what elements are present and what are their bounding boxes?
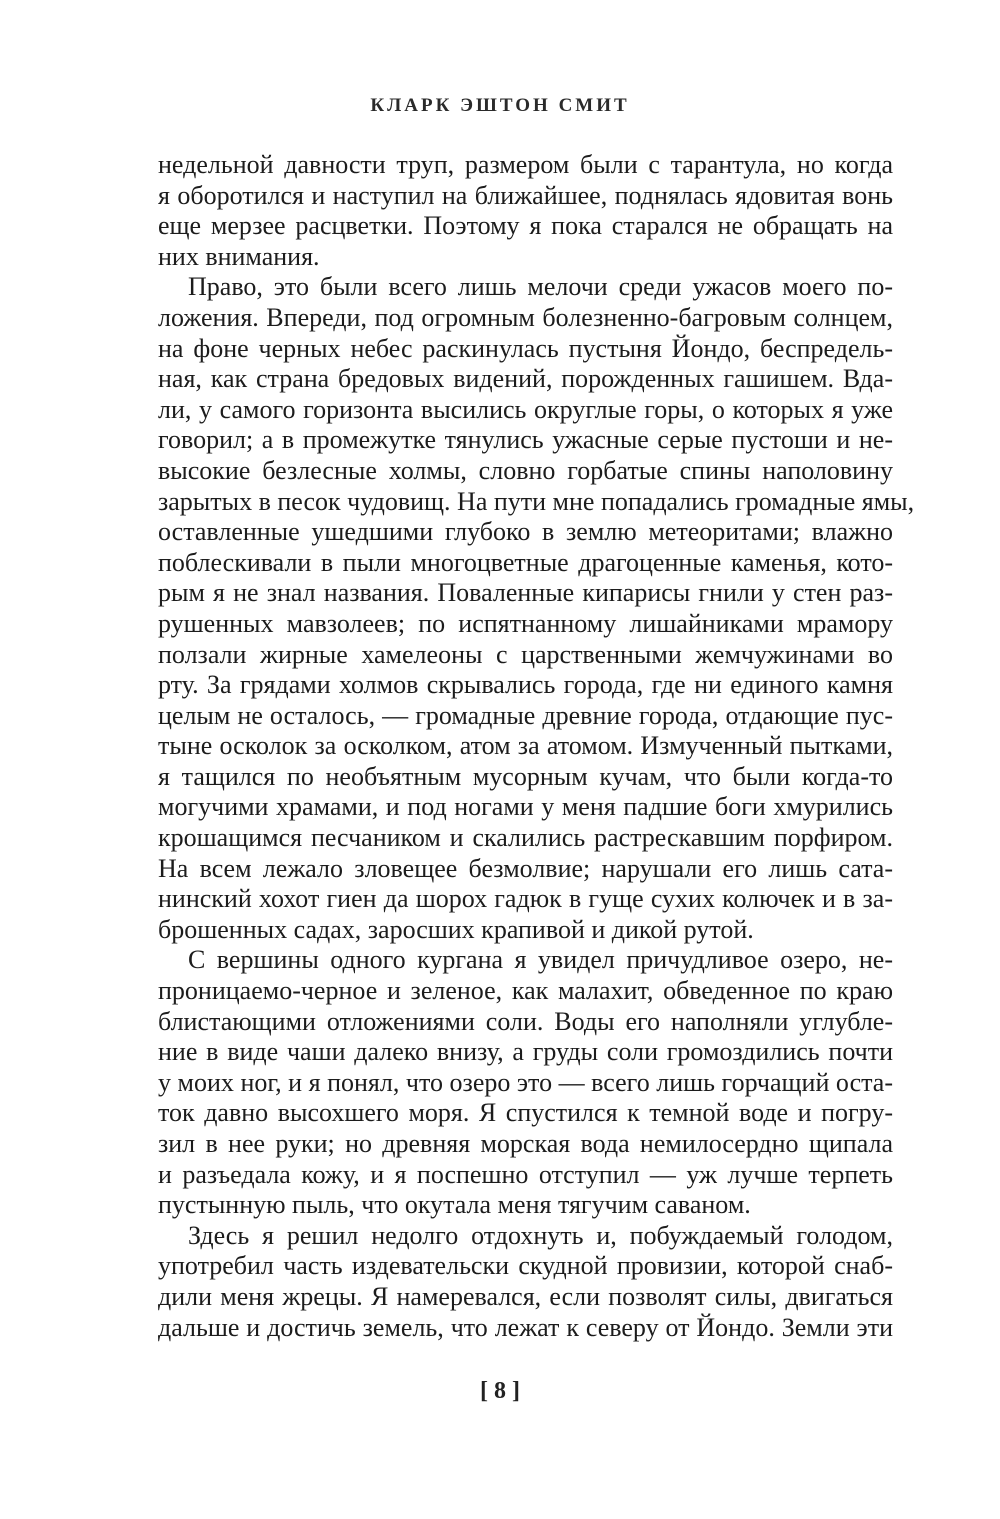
- text-line: ная, как страна бредовых видений, порожденных гашишем. Вда-: [158, 364, 893, 394]
- text-line: проницаемо-черное и зеленое, как малахит, обведенное по краю: [158, 976, 893, 1006]
- text-line: и разъедала кожу, и я поспешно отступил — уж лучше терпеть: [158, 1159, 893, 1189]
- text-line: На всем лежало зловещее безмолвие; нарушали его лишь сата-: [158, 853, 893, 883]
- text-line: ложения. Впереди, под огромным болезненно-багровым солнцем,: [158, 302, 893, 332]
- text-line: говорил; а в промежутке тянулись ужасные серые пустоши и не-: [158, 425, 893, 455]
- text-line: рту. За грядами холмов скрывались города, где ни единого камня: [158, 670, 893, 700]
- text-line: поблескивали в пыли многоцветные драгоценные каменья, кото-: [158, 547, 893, 577]
- text-line: употребил часть издевательски скудной провизии, которой снаб-: [158, 1251, 893, 1281]
- text-line: ли, у самого горизонта высились округлые горы, о которых я уже: [158, 394, 893, 424]
- text-line: целым не осталось, — громадные древние города, отдающие пус-: [158, 700, 893, 730]
- paragraph: [158, 945, 893, 1220]
- text-line: нинский хохот гиен да шорох гадюк в гуще сухих колючек и в за-: [158, 884, 893, 914]
- paragraph: [158, 1221, 893, 1343]
- text-line: ползали жирные хамелеоны с царственными жемчужинами во: [158, 639, 893, 669]
- text-line: Здесь я решил недолго отдохнуть и, побуждаемый голодом,: [188, 1220, 893, 1250]
- text-line: у моих ног, и я понял, что озеро это — всего лишь горчащий оста-: [158, 1067, 893, 1097]
- text-line: недельной давности труп, размером были с тарантула, но когда: [158, 150, 893, 179]
- text-line: оставленные ушедшими глубоко в землю метеоритами; влажно: [158, 517, 893, 547]
- text-line: зил в нее руки; но древняя морская вода немилосердно щипала: [158, 1129, 893, 1158]
- text-line: зарытых в песок чудовищ. На пути мне попадались громадные ямы,: [158, 486, 915, 516]
- text-line: пустынную пыль, что окутала меня тягучим саваном.: [158, 1190, 751, 1220]
- text-line: ток давно высохшего моря. Я спустился к темной воде и погру-: [158, 1098, 893, 1128]
- text-line: крошащимся песчаником и скалились растрескавшим порфиром.: [158, 823, 893, 853]
- text-line: них внимания.: [158, 241, 320, 271]
- text-line: я тащился по необъятным мусорным кучам, что были когда-то: [158, 761, 893, 791]
- body-text: [158, 150, 915, 1343]
- text-line: С вершины одного кургана я увидел причудливое озеро, не-: [188, 945, 893, 975]
- text-line: на фоне черных небес раскинулась пустыня Йондо, беспредель-: [158, 333, 893, 363]
- text-line: еще мерзее расцветки. Поэтому я пока старался не обращать на: [158, 211, 893, 241]
- text-line: рым я не знал названия. Поваленные кипарисы гнили у стен раз-: [158, 578, 893, 608]
- text-line: высокие безлесные холмы, словно горбатые спины наполовину: [158, 455, 893, 485]
- running-head: КЛАРК ЭШТОН СМИТ: [370, 95, 630, 116]
- page-number: [ 8 ]: [480, 1378, 520, 1404]
- text-line: тыне осколок за осколком, атом за атомом. Измученный пытками,: [158, 731, 893, 761]
- text-line: ние в виде чаши далеко внизу, а груды соли громоздились почти: [158, 1037, 893, 1067]
- text-line: блистающими отложениями соли. Воды его наполняли углубле-: [158, 1006, 893, 1036]
- text-line: Право, это были всего лишь мелочи среди ужасов моего по-: [188, 272, 893, 302]
- paragraph: [158, 272, 915, 945]
- paragraph: [158, 150, 893, 272]
- text-line: дальше и достичь земель, что лежат к северу от Йондо. Земли эти: [158, 1312, 893, 1342]
- text-line: я оборотился и наступил на ближайшее, поднялась ядовитая вонь: [158, 180, 893, 210]
- text-line: могучими храмами, и под ногами у меня падшие боги хмурились: [158, 792, 893, 822]
- text-line: дили меня жрецы. Я намеревался, если позволят силы, двигаться: [158, 1281, 893, 1311]
- text-line: брошенных садах, заросших крапивой и дикой рутой.: [158, 914, 754, 944]
- text-line: рушенных мавзолеев; по испятнанному лишайниками мрамору: [158, 608, 893, 638]
